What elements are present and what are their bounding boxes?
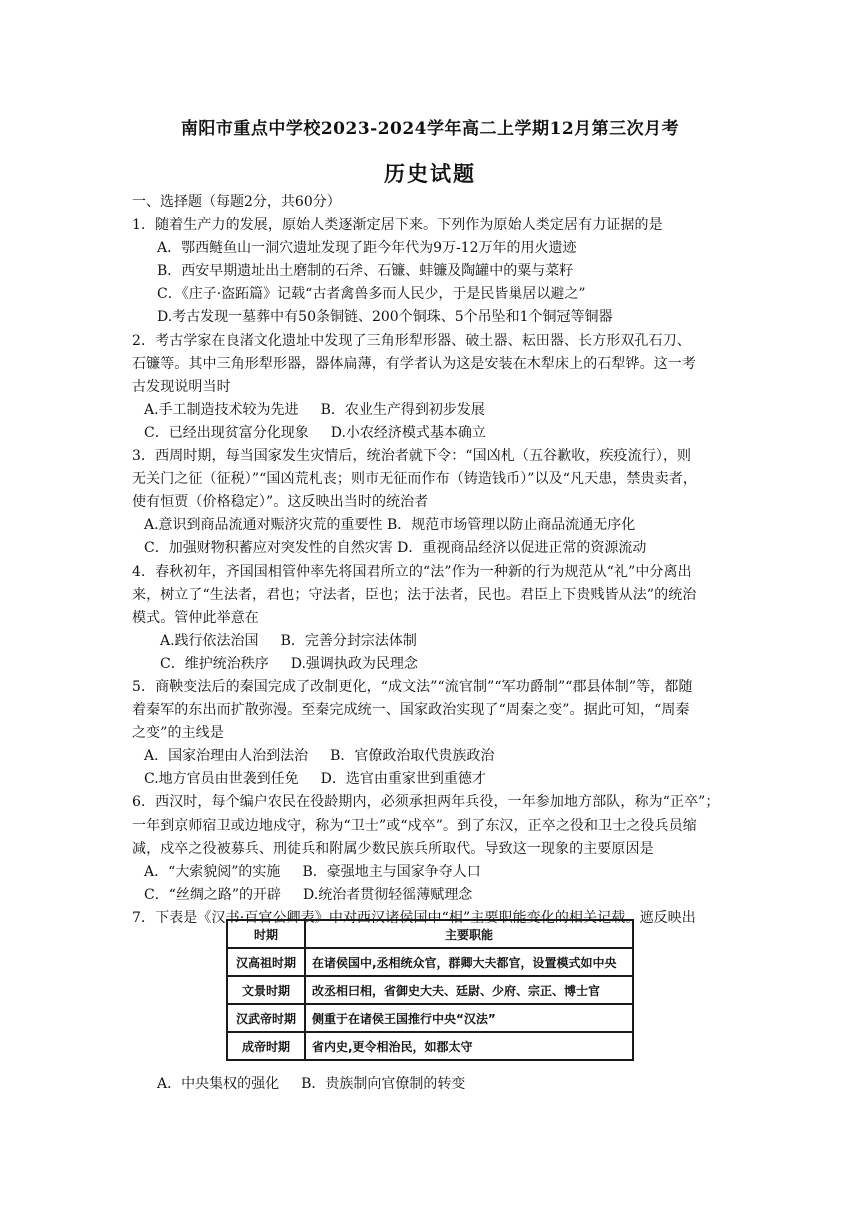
question-6-stem-line-1: 6．西汉时，每个编户农民在役龄期内，必须承担两年兵役，一年参加地方部队，称为“正卒”； (132, 794, 720, 811)
question-3-options-ab: A.意识到商品流通对赈济灾荒的重要性 B．规范市场管理以防止商品流通无序化 (144, 517, 636, 534)
question-4-option-c: C．维护统治秩序 (160, 655, 269, 672)
question-4-option-b: B．完善分封宗法体制 (280, 632, 417, 649)
section-heading: 一、选择题（每题2分，共60分） (132, 194, 341, 210)
question-5-options-row-1 (132, 745, 742, 768)
question-6-option-c: C．“丝绸之路”的开辟 (144, 886, 282, 903)
question-2-options-row-1 (132, 399, 742, 422)
table-row (227, 1032, 633, 1060)
question-3-stem-line-3: 使有恒贾（价格稳定）”。这反映出当时的统治者 (132, 494, 429, 511)
exam-subtitle: 历史试题 (384, 161, 476, 186)
question-7-option-b: B．贵族制向官僚制的转变 (301, 1076, 466, 1092)
question-2-stem-line-2: 石镰等。其中三角形犁形器，器体扁薄，有学者认为这是安装在木犁床上的石犁铧。这一考 (132, 355, 696, 372)
question-6-option-d: D.统治者贯彻轻徭薄赋理念 (303, 886, 473, 903)
question-6-stem-line-3: 减，戍卒之役被募兵、刑徒兵和附属少数民族兵所取代。导致这一现象的主要原因是 (132, 840, 654, 857)
question-4-options-row-2 (132, 653, 742, 676)
question-1-stem: 1．随着生产力的发展，原始人类逐渐定居下来。下列作为原始人类定居有力证据的是 (132, 217, 663, 234)
question-7-option-a: A．中央集权的强化 (157, 1076, 280, 1092)
question-4-stem-line-3: 模式。管仲此举意在 (132, 609, 259, 626)
table-cell-period: 成帝时期 (227, 1032, 305, 1060)
question-6-options-row-1 (132, 861, 742, 884)
question-5-stem-line-2: 着秦军的东出而扩散弥漫。至秦完成统一、国家政治实现了“周秦之变”。据此可知，“周秦 (132, 702, 690, 719)
question-2-option-a: A.手工制造技术较为先进 (144, 401, 299, 418)
question-7-options-row-1 (157, 1073, 465, 1096)
table-cell-period: 汉武帝时期 (227, 1004, 305, 1032)
question-5-option-a: A．国家治理由人治到法治 (144, 748, 309, 765)
question-5-stem-line-1: 5．商鞅变法后的秦国完成了改制更化，“成文法”“流官制”“军功爵制”“郡县体制”等，都随 (132, 678, 693, 695)
question-3-options-cd: C．加强财物积蓄应对突发性的自然灾害 D．重视商品经济以促进正常的资源流动 (144, 540, 647, 557)
question-4-option-d: D.强调执政为民理念 (290, 655, 418, 672)
question-7-table (226, 919, 634, 1061)
question-3-stem-line-2: 无关门之征（征税）”“国凶荒札丧；则市无征而作布（铸造钱币）”以及“凡天患，禁贵卖者， (132, 471, 697, 488)
question-5-options-row-2 (132, 768, 742, 791)
table-row (227, 1004, 633, 1032)
question-4-option-a: A.践行依法治国 (160, 632, 259, 649)
question-2-option-b: B．农业生产得到初步发展 (320, 401, 485, 418)
table-row (227, 948, 633, 976)
question-6-option-b: B．豪强地主与国家争夺人口 (302, 863, 481, 880)
table-cell-function: 改丞相曰相，省御史大夫、廷尉、少府、宗正、博士官 (305, 976, 633, 1004)
table-cell-function: 省内史,更令相治民，如郡太守 (305, 1032, 633, 1060)
question-4-stem-line-1: 4．春秋初年，齐国国相管仲率先将国君所立的“法”作为一种新的行为规范从“礼”中分离出 (132, 563, 692, 580)
table-header-period: 时期 (227, 920, 305, 948)
question-6-stem-line-2: 一年到京师宿卫或边地戍守，称为“卫士”或“戍卒”。到了东汉，正卒之役和卫士之役兵员缩 (132, 817, 697, 834)
table-header-function: 主要职能 (305, 920, 633, 948)
exam-title: 南阳市重点中学校2023-2024学年高二上学期12月第三次月考 (180, 119, 680, 139)
exam-body (132, 191, 742, 930)
question-5-option-b: B．官僚政治取代贵族政治 (330, 748, 495, 765)
question-7-stem: 7．下表是《汉书·百官公卿表》中对西汉诸侯国中“相”主要职能变化的相关记载。遮反映出 (132, 909, 696, 926)
table-cell-function: 侧重于在诸侯王国推行中央“汉法” (305, 1004, 633, 1032)
question-1-option-b: B．西安早期遗址出土磨制的石斧、石镰、蚌镰及陶罐中的粟与菜籽 (157, 263, 574, 280)
question-5-option-c: C.地方官员由世袭到任免 (144, 771, 299, 788)
table-cell-period: 文景时期 (227, 976, 305, 1004)
question-2-option-c: C．已经出现贫富分化现象 (144, 424, 309, 441)
question-5-option-d: D．选官由重家世到重德才 (320, 771, 486, 788)
table-cell-function: 在诸侯国中,丞相统众官，群卿大夫都官，设置模式如中央 (305, 948, 633, 976)
question-4-options-row-1 (132, 630, 742, 653)
question-3-stem-line-1: 3．西周时期，每当国家发生灾情后，统治者就下令：“国凶札（五谷歉收，疾疫流行），则 (132, 448, 692, 465)
table-row (227, 976, 633, 1004)
table-cell-period: 汉高祖时期 (227, 948, 305, 976)
question-6-options-row-2 (132, 884, 742, 907)
question-6-option-a: A．“大索貌阅”的实施 (144, 863, 281, 880)
question-1-option-d: D.考古发现一墓葬中有50条铜链、200个铜珠、5个吊坠和1个铜冠等铜器 (157, 309, 613, 326)
question-2-options-row-2 (132, 422, 742, 445)
question-1-option-c: C．《庄子·盗跖篇》记载“古者禽兽多而人民少，于是民皆巢居以避之” (157, 286, 586, 303)
question-1-option-a: A．鄂西鲢鱼山一洞穴遗址发现了距今年代为9万-12万年的用火遗迹 (157, 240, 577, 257)
question-2-stem-line-1: 2．考古学家在良渚文化遗址中发现了三角形犁形器、破土器、耘田器、长方形双孔石刀、 (132, 332, 691, 349)
question-2-option-d: D.小农经济模式基本确立 (330, 424, 486, 441)
question-5-stem-line-3: 之变”的主线是 (132, 725, 224, 742)
question-2-stem-line-3: 古发现说明当时 (132, 378, 231, 395)
table-header-row (227, 920, 633, 948)
question-4-stem-line-2: 来，树立了“生法者，君也；守法者，臣也；法于法者，民也。君臣上下贵贱皆从法”的统治 (132, 586, 697, 603)
